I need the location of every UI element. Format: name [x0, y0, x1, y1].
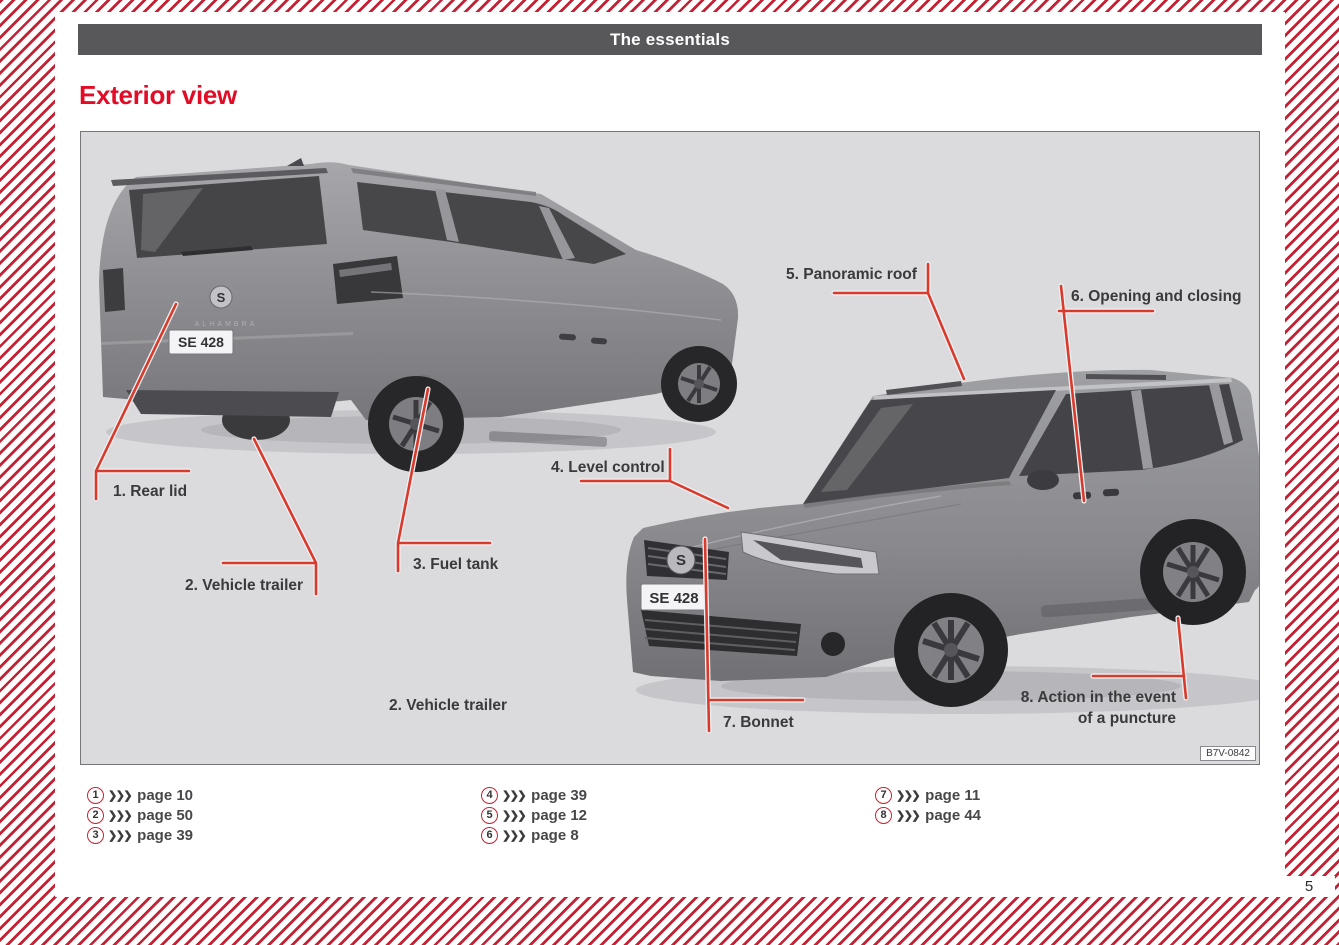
exterior-view-figure [80, 131, 1260, 765]
seat-logo-letter: S [216, 290, 226, 305]
callout-label-puncture-line1: 8. Action in the event [1020, 689, 1176, 706]
seat-logo-letter: S [675, 552, 687, 569]
callout-label-bonnet: 7. Bonnet [723, 714, 794, 731]
right-taillight [333, 256, 403, 304]
triple-chevron-icon: ❯❯❯ [896, 809, 920, 822]
legend-number-badge: 3 [87, 827, 104, 844]
callout-label-level-control: 4. Level control [551, 459, 665, 476]
chapter-header-bar [78, 24, 1262, 55]
page-number: 5 [1283, 876, 1335, 897]
legend-number-badge: 1 [87, 787, 104, 804]
rear-door-handle [1103, 489, 1119, 497]
legend-item [87, 785, 193, 805]
legend-item [875, 785, 981, 805]
left-taillight [103, 268, 125, 312]
front-car-front-wheel [894, 593, 1008, 707]
legend-number-badge: 2 [87, 807, 104, 824]
legend-page-ref: page 10 [137, 786, 194, 804]
legend-page-ref: page 39 [531, 786, 588, 804]
page-title: Exterior view [79, 80, 237, 110]
legend-number-badge: 5 [481, 807, 498, 824]
rear-plate-text: SE 428 [178, 334, 224, 350]
fog-light [820, 631, 846, 657]
legend-number-badge: 6 [481, 827, 498, 844]
triple-chevron-icon: ❯❯❯ [108, 809, 132, 822]
front-plate-text: SE 428 [649, 590, 699, 607]
callout-label-opening-closing: 6. Opening and closing [1071, 288, 1242, 305]
triple-chevron-icon: ❯❯❯ [896, 789, 920, 802]
legend-page-ref: page 44 [925, 806, 982, 824]
legend-item [875, 805, 981, 825]
figure-canvas [81, 132, 1259, 764]
triple-chevron-icon: ❯❯❯ [108, 829, 132, 842]
front-car-rear-wheel [1140, 519, 1246, 625]
legend-page-ref: page 11 [925, 786, 981, 804]
legend-number-badge: 7 [875, 787, 892, 804]
legend-item [481, 825, 587, 845]
legend-column-2 [481, 785, 587, 845]
legend-column-1 [87, 785, 193, 845]
callout-label-vehicle-trailer-rear: 2. Vehicle trailer [185, 577, 304, 594]
legend-page-ref: page 39 [137, 826, 194, 844]
rear-car-door-handle [559, 333, 576, 340]
legend-item [87, 825, 193, 845]
legend-page-ref: page 12 [531, 806, 588, 824]
callout-label-fuel-tank: 3. Fuel tank [413, 556, 499, 573]
legend-item [87, 805, 193, 825]
front-car-illustration [626, 370, 1259, 714]
figure-code: B7V-0842 [1200, 746, 1256, 761]
side-mirror [1027, 470, 1059, 490]
legend-page-ref: page 50 [137, 806, 194, 824]
triple-chevron-icon: ❯❯❯ [502, 829, 526, 842]
model-badge: ALHAMBRA [194, 321, 258, 328]
legend-column-3 [875, 785, 981, 825]
callout-line-vehicle-trailer-rear [223, 439, 316, 594]
callout-label-rear-lid: 1. Rear lid [113, 483, 188, 500]
legend-number-badge: 4 [481, 787, 498, 804]
legend-number-badge: 8 [875, 807, 892, 824]
legend-item [481, 805, 587, 825]
triple-chevron-icon: ❯❯❯ [108, 789, 132, 802]
triple-chevron-icon: ❯❯❯ [502, 809, 526, 822]
callout-label-panoramic-roof: 5. Panoramic roof [786, 266, 917, 283]
callout-label-vehicle-trailer-front: 2. Vehicle trailer [389, 697, 508, 714]
chapter-title: The essentials [610, 29, 730, 49]
triple-chevron-icon: ❯❯❯ [502, 789, 526, 802]
legend-page-ref: page 8 [531, 826, 579, 844]
rear-car-front-wheel [661, 346, 737, 422]
manual-page [55, 12, 1314, 897]
legend-item [481, 785, 587, 805]
callout-label-puncture-line2: of a puncture [1077, 710, 1176, 727]
rear-car-door-handle [591, 337, 607, 344]
